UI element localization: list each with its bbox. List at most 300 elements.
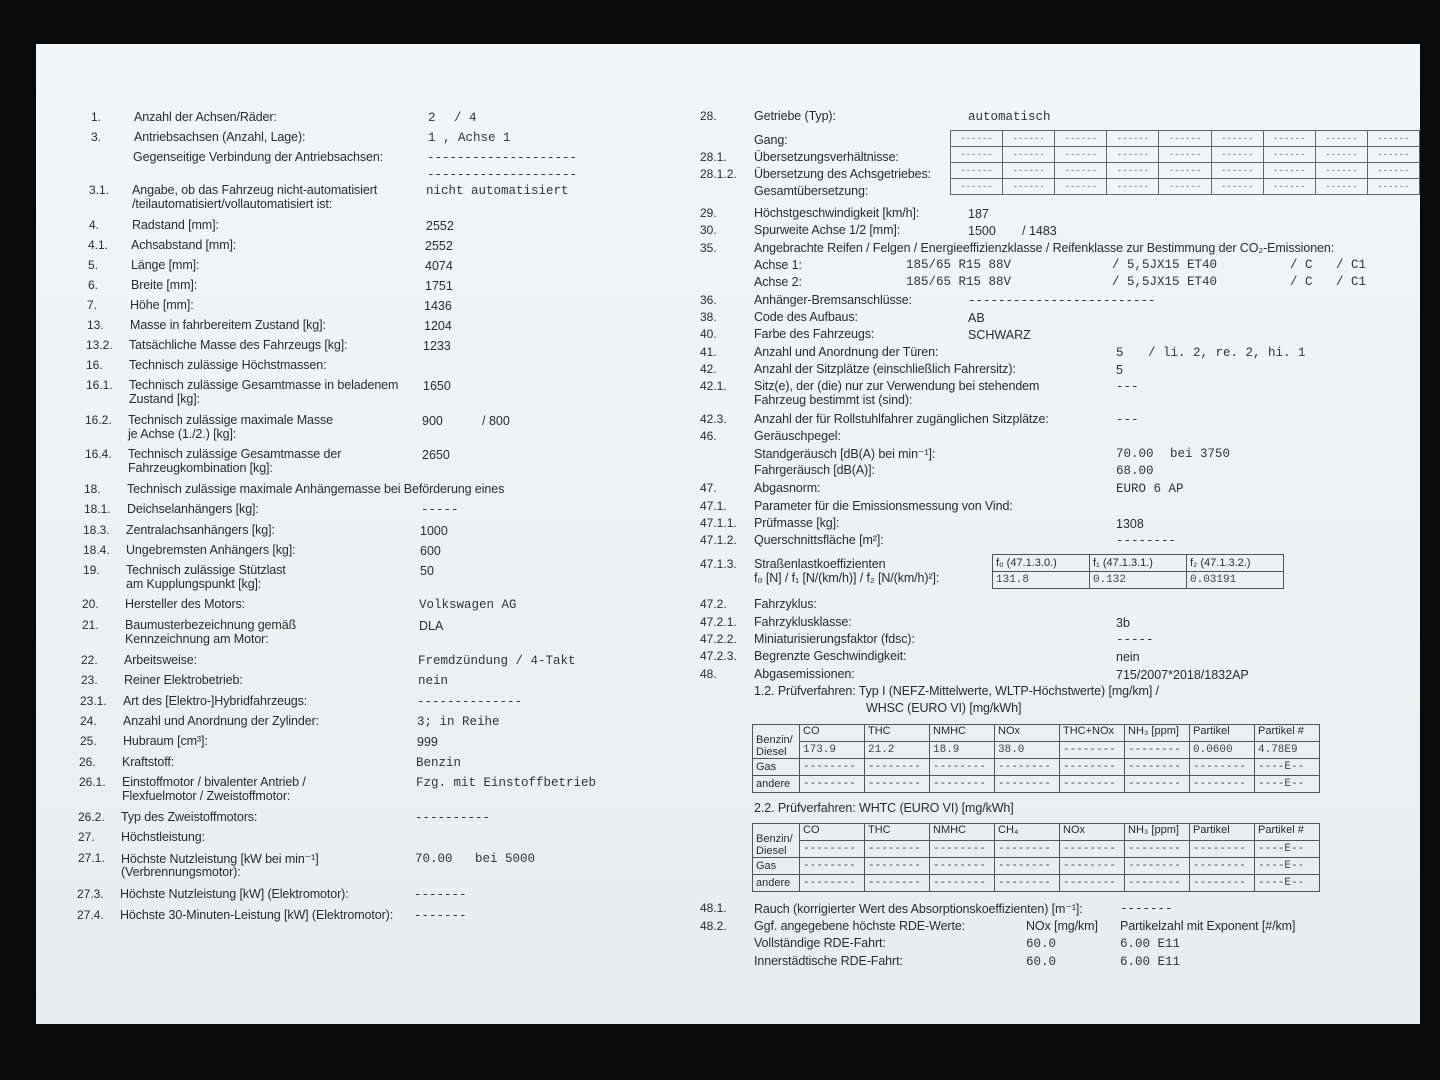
row-number: 36.	[700, 293, 717, 307]
emission-header-row	[753, 824, 1320, 841]
field-value: 1000	[420, 524, 448, 538]
field-label: Arbeitsweise:	[124, 653, 198, 667]
row-number: 20.	[82, 597, 99, 611]
field-value-2: / 800	[482, 414, 510, 428]
gear-cell: ------	[1367, 147, 1419, 163]
field-label: Getriebe (Typ):	[754, 109, 836, 123]
emission-value: 4.78E9	[1255, 742, 1320, 759]
emissions-table-whtc	[752, 823, 1320, 892]
row-number: 27.3.	[77, 887, 104, 901]
field-value: 3; in Reihe	[417, 715, 500, 729]
row-number: 6.	[88, 278, 99, 292]
rde-urban-nox: 60.0	[1026, 955, 1057, 969]
field-value: AB	[968, 311, 985, 325]
field-label: Code des Aufbaus:	[754, 310, 858, 324]
gear-cell: ------	[1211, 131, 1263, 147]
tyre-class: / C1	[1336, 275, 1367, 289]
field-label: Standgeräusch [dB(A) bei min⁻¹]:	[754, 447, 936, 461]
row-number: 28.1.	[700, 150, 727, 164]
field-label-line1: Baumusterbezeichnung gemäß	[125, 618, 297, 632]
gear-cell: ------	[1159, 163, 1211, 179]
field-label: Höhe [mm]:	[130, 298, 194, 312]
emission-value: --------	[1125, 875, 1190, 892]
field-label: Deichselanhängers [kg]:	[127, 502, 259, 516]
field-value: 600	[420, 544, 441, 558]
field-label-line1: Angabe, ob das Fahrzeug nicht-automatisiert	[132, 183, 378, 197]
field-label: Technisch zulässige maximale Anhängemasse bei Beförderung eines	[127, 482, 505, 496]
row-number: 48.2.	[700, 919, 727, 933]
emission-row	[753, 742, 1320, 759]
field-label: Farbe des Fahrzeugs:	[754, 327, 875, 341]
gear-cell: ------	[1367, 131, 1419, 147]
emission-value: --------	[1125, 742, 1190, 759]
emission-value: --------	[800, 759, 865, 776]
gear-row	[951, 147, 1420, 163]
field-value-2: / 4	[454, 111, 477, 125]
field-label-line1: Technisch zulässige maximale Masse	[128, 413, 334, 427]
rde-nox-header: NOx [mg/km]	[1026, 919, 1098, 933]
emission-value: 173.9	[800, 742, 865, 759]
rde-full-pn: 6.00 E11	[1120, 937, 1181, 951]
gear-cell: ------	[1367, 163, 1419, 179]
row-number: 47.2.3.	[700, 649, 737, 663]
field-value: 1650	[423, 379, 451, 393]
field-label-line2: Kennzeichnung am Motor:	[125, 632, 269, 646]
row-number: 22.	[81, 653, 98, 667]
row-number: 5.	[88, 258, 99, 272]
row-number: 47.1.3.	[700, 557, 737, 571]
row-number: 41.	[700, 345, 717, 359]
row-number: 40.	[700, 327, 717, 341]
field-label: Begrenzte Geschwindigkeit:	[754, 649, 907, 663]
field-label: Anhänger-Bremsanschlüsse:	[754, 293, 912, 307]
road-load-cell: 131.8	[993, 572, 1090, 589]
field-label: Miniaturisierungsfaktor (fdsc):	[754, 632, 915, 646]
field-value: 715/2007*2018/1832AP	[1116, 668, 1249, 682]
gear-cell: ------	[951, 131, 1003, 147]
row-number: 26.2.	[78, 810, 105, 824]
emission-row	[753, 841, 1320, 858]
row-number: 47.1.1.	[700, 516, 737, 530]
field-value: 3b	[1116, 616, 1130, 630]
emission-value: ----E--	[1255, 875, 1320, 892]
field-value: Volkswagen AG	[419, 598, 517, 612]
row-number: 16.2.	[85, 413, 112, 427]
field-value: 1436	[424, 299, 452, 313]
row-number: 27.4.	[77, 908, 104, 922]
emission-value: --------	[1190, 841, 1255, 858]
field-value: -----	[421, 503, 459, 517]
gear-cell: ------	[951, 147, 1003, 163]
field-value: automatisch	[968, 110, 1051, 124]
row-number: 25.	[80, 734, 97, 748]
gear-cell: ------	[1107, 131, 1159, 147]
emission-header: NMHC	[930, 725, 995, 742]
emission-value: --------	[1125, 776, 1190, 793]
field-value: ---	[1116, 413, 1139, 427]
field-label: Typ des Zweistoffmotors:	[121, 810, 258, 824]
row-number: 13.2.	[86, 338, 113, 352]
field-value-2: / 1483	[1022, 224, 1057, 238]
field-label: Fahrzyklusklasse:	[754, 615, 852, 629]
gear-cell: ------	[1315, 163, 1367, 179]
gear-cell: ------	[1211, 179, 1263, 195]
row-number: 1.	[91, 110, 102, 124]
field-value-1: 5	[1116, 346, 1124, 360]
row-number: 27.1.	[78, 851, 105, 865]
field-label: Rauch (korrigierter Wert des Absorptionskoeffizienten) [m⁻¹]:	[754, 902, 1083, 916]
procedure-2-2: 2.2. Prüfverfahren: WHTC (EURO VI) [mg/kWh]	[754, 801, 1014, 815]
field-label: Breite [mm]:	[131, 278, 198, 292]
emission-value: 18.9	[930, 742, 995, 759]
field-value: Fremdzündung / 4-Takt	[418, 654, 576, 668]
gear-cell: ------	[1107, 163, 1159, 179]
field-label: Höchstgeschwindigkeit [km/h]:	[754, 206, 920, 220]
emission-value: --------	[995, 841, 1060, 858]
energy-class: / C	[1290, 275, 1313, 289]
emission-row	[753, 759, 1320, 776]
gear-cell: ------	[1055, 131, 1107, 147]
emission-header: THC	[865, 824, 930, 841]
row-number: 3.	[91, 130, 102, 144]
emission-header: CO	[800, 824, 865, 841]
gear-cell: ------	[1055, 163, 1107, 179]
axle-label: Achse 2:	[754, 275, 802, 289]
emission-value: --------	[1060, 759, 1125, 776]
emission-value: --------	[1125, 759, 1190, 776]
field-label-line2: Zustand [kg]:	[129, 392, 200, 406]
row-number: 16.	[86, 358, 103, 372]
row-number: 4.	[89, 218, 100, 232]
field-value-2: bei 3750	[1170, 447, 1231, 461]
road-load-cell: 0.132	[1090, 572, 1187, 589]
gear-cell: ------	[1315, 147, 1367, 163]
field-label-line1: Technisch zulässige Gesamtmasse der	[128, 447, 342, 461]
row-number: 27.	[78, 830, 95, 844]
gear-cell: ------	[1055, 147, 1107, 163]
field-value: --------------------	[427, 151, 578, 165]
rde-urban-label: Innerstädtische RDE-Fahrt:	[754, 954, 903, 968]
row-number: 18.4.	[83, 543, 110, 557]
field-label: Gegenseitige Verbindung der Antriebsachsen:	[133, 150, 384, 164]
field-label: Technisch zulässige Höchstmassen:	[129, 358, 327, 372]
gear-cell: ------	[1055, 179, 1107, 195]
row-number: 18.3.	[83, 523, 110, 537]
field-label-line1: Einstoffmotor / bivalenter Antrieb /	[122, 775, 306, 789]
field-label-line2: je Achse (1./2.) [kg]:	[128, 427, 237, 441]
field-label: Fahrzyklus:	[754, 597, 817, 611]
emission-header: Partikel	[1190, 725, 1255, 742]
emission-header-row	[753, 725, 1320, 742]
emission-header: THC	[865, 725, 930, 742]
road-load-values	[993, 572, 1284, 589]
emission-value: --------	[930, 776, 995, 793]
field-value: 2650	[422, 448, 450, 462]
tyre-size: 185/65 R15 88V	[906, 258, 1012, 272]
row-number: 18.	[84, 482, 101, 496]
emission-value: ----E--	[1255, 776, 1320, 793]
row-number: 38.	[700, 310, 717, 324]
field-label-line1: Sitz(e), der (die) nur zur Verwendung bei stehendem	[754, 379, 1040, 393]
emission-value: --------	[1060, 776, 1125, 793]
field-value: SCHWARZ	[968, 328, 1031, 342]
emission-value: --------	[1125, 841, 1190, 858]
field-value: 5	[1116, 363, 1123, 377]
road-load-cell: 0.03191	[1187, 572, 1284, 589]
gear-row	[951, 179, 1420, 195]
emission-value: --------	[1190, 858, 1255, 875]
row-number: 29.	[700, 206, 717, 220]
row-number: 35.	[700, 241, 717, 255]
row-number: 26.	[79, 755, 96, 769]
emission-value: --------	[800, 841, 865, 858]
field-value-1: 70.00	[1116, 447, 1154, 461]
field-value: 999	[417, 735, 438, 749]
field-label-line2: f₀ [N] / f₁ [N/(km/h)] / f₂ [N/(km/h)²]:	[754, 571, 940, 585]
field-value: 1233	[423, 339, 451, 353]
emission-row	[753, 875, 1320, 892]
field-label-line2: Fahrzeug bestimmt ist (sind):	[754, 393, 913, 407]
fuel-label: andere	[753, 776, 800, 793]
emission-value: --------	[930, 875, 995, 892]
tyre-size: 185/65 R15 88V	[906, 275, 1012, 289]
field-label: Querschnittsfläche [m²]:	[754, 533, 884, 547]
road-load-coefficients-table	[992, 554, 1284, 589]
emission-value: --------	[995, 759, 1060, 776]
gear-cell: ------	[1263, 163, 1315, 179]
gear-cell: ------	[1159, 131, 1211, 147]
row-number: 18.1.	[84, 502, 111, 516]
field-label: Anzahl und Anordnung der Zylinder:	[123, 714, 320, 728]
field-label: Anzahl der Sitzplätze (einschließlich Fahrersitz):	[754, 362, 1016, 376]
field-label: Fahrgeräusch [dB(A)]:	[754, 463, 875, 477]
row-number: 28.	[700, 109, 717, 123]
procedure-1-2-line2: WHSC (EURO VI) [mg/kWh]	[866, 701, 1022, 715]
field-label: Gang:	[754, 133, 788, 147]
emission-value: ----E--	[1255, 858, 1320, 875]
field-value: nicht automatisiert	[426, 184, 569, 198]
row-number: 13.	[87, 318, 104, 332]
emission-header: NOx	[1060, 824, 1125, 841]
gear-cell: ------	[1263, 147, 1315, 163]
row-number: 48.1.	[700, 901, 727, 915]
gear-cell: ------	[1003, 163, 1055, 179]
field-label-line2: (Verbrennungsmotor):	[121, 865, 241, 879]
row-number: 4.1.	[88, 238, 109, 252]
field-label-line1: Technisch zulässige Stützlast	[126, 563, 286, 577]
field-label: Zentralachsanhängers [kg]:	[126, 523, 275, 537]
emission-header: CO	[800, 725, 865, 742]
row-number: 47.2.	[700, 597, 727, 611]
gear-cell: ------	[1003, 179, 1055, 195]
emission-value: --------	[1125, 858, 1190, 875]
field-label-line1: Technisch zulässige Gesamtmasse in beladenem	[129, 378, 399, 392]
rde-full-label: Vollständige RDE-Fahrt:	[754, 936, 886, 950]
field-value-2: / li. 2, re. 2, hi. 1	[1148, 346, 1306, 360]
field-label: Abgasemissionen:	[754, 667, 855, 681]
row-number: 28.1.2.	[700, 167, 737, 181]
rde-full-nox: 60.0	[1026, 937, 1057, 951]
axle-label: Achse 1:	[754, 258, 802, 272]
emission-value: --------	[930, 858, 995, 875]
gear-ratio-table	[950, 130, 1420, 195]
row-number: 47.1.	[700, 499, 727, 513]
row-number: 23.1.	[80, 694, 107, 708]
gear-cell: ------	[1263, 179, 1315, 195]
emission-header: Partikel #	[1255, 824, 1320, 841]
field-value: -------	[414, 909, 467, 923]
fuel-label: Gas	[753, 858, 800, 875]
row-number: 42.3.	[700, 412, 727, 426]
field-label: Anzahl der Achsen/Räder:	[134, 110, 277, 124]
emission-value: --------	[995, 875, 1060, 892]
emission-header: THC+NOx	[1060, 725, 1125, 742]
emission-value: --------	[1060, 841, 1125, 858]
field-value: Benzin	[416, 756, 462, 770]
emission-value: --------	[1060, 875, 1125, 892]
field-value: nein	[418, 674, 449, 688]
emission-value: --------	[1190, 776, 1255, 793]
field-label: Anzahl und Anordnung der Türen:	[754, 345, 939, 359]
emission-value: --------	[865, 776, 930, 793]
field-value: ----------	[415, 811, 491, 825]
emission-value: --------	[995, 776, 1060, 793]
gear-row	[951, 163, 1420, 179]
row-number: 42.1.	[700, 379, 727, 393]
row-number: 16.1.	[86, 378, 113, 392]
field-value-2: bei 5000	[475, 852, 536, 866]
field-label: Geräuschpegel:	[754, 429, 841, 443]
emission-header: Partikel	[1190, 824, 1255, 841]
field-label: Art des [Elektro-]Hybridfahrzeugs:	[123, 694, 308, 708]
field-label: Ungebremsten Anhängers [kg]:	[126, 543, 296, 557]
gear-cell: ------	[951, 179, 1003, 195]
road-load-headers	[993, 555, 1284, 572]
field-label: Höchste Nutzleistung [kW] (Elektromotor):	[120, 887, 349, 901]
rim-size: / 5,5JX15 ET40	[1112, 275, 1218, 289]
field-value: --------------------	[427, 168, 578, 182]
energy-class: / C	[1290, 258, 1313, 272]
field-label-line2: Flexfuelmotor / Zweistoffmotor:	[122, 789, 291, 803]
emission-value: --------	[865, 759, 930, 776]
field-value: --------	[1116, 534, 1177, 548]
field-label-line1: Höchste Nutzleistung [kW bei min⁻¹]	[121, 852, 319, 866]
gear-cell: ------	[951, 163, 1003, 179]
emission-value: --------	[865, 875, 930, 892]
field-label: Spurweite Achse 1/2 [mm]:	[754, 223, 901, 237]
emission-value: --------	[930, 759, 995, 776]
field-label-line2: /teilautomatisiert/vollautomatisiert ist:	[132, 197, 333, 211]
rde-urban-pn: 6.00 E11	[1120, 955, 1181, 969]
field-label: Höchstleistung:	[121, 830, 205, 844]
field-value: --------------	[417, 695, 523, 709]
gear-row	[951, 131, 1420, 147]
row-number: 3.1.	[89, 183, 110, 197]
emission-header: NOx	[995, 725, 1060, 742]
gear-cell: ------	[1263, 131, 1315, 147]
gear-cell: ------	[1003, 131, 1055, 147]
road-load-cell: f₁ (47.1.3.1.)	[1090, 555, 1187, 572]
row-number: 47.2.1.	[700, 615, 737, 629]
gear-cell: ------	[1159, 179, 1211, 195]
field-value-1: 2	[428, 111, 436, 125]
emission-value: --------	[1190, 875, 1255, 892]
field-label: Antriebsachsen (Anzahl, Lage):	[134, 130, 306, 144]
field-value-1: 900	[422, 414, 443, 428]
registration-document-page	[36, 44, 1420, 1024]
field-label: Parameter für die Emissionsmessung von Vind:	[754, 499, 1013, 513]
field-value: -------------------------	[968, 294, 1156, 308]
field-label: Angebrachte Reifen / Felgen / Energieeffizienzklasse / Reifenklasse zur Bestimmung der CO₂-Emissionen:	[754, 241, 1335, 255]
field-label: Anzahl der für Rollstuhlfahrer zugänglichen Sitzplätze:	[754, 412, 1049, 426]
road-load-cell: f₂ (47.1.3.2.)	[1187, 555, 1284, 572]
field-label: Tatsächliche Masse des Fahrzeugs [kg]:	[129, 338, 348, 352]
row-number: 47.	[700, 481, 717, 495]
emission-value: ----E--	[1255, 759, 1320, 776]
emission-value: --------	[1190, 759, 1255, 776]
row-number: 21.	[82, 618, 99, 632]
field-value: ---	[1116, 380, 1139, 394]
field-value: 50	[420, 564, 434, 578]
field-value: 1204	[424, 319, 452, 333]
emission-value: --------	[865, 841, 930, 858]
emission-header: NH₃ [ppm]	[1125, 824, 1190, 841]
field-label: Radstand [mm]:	[132, 218, 219, 232]
gear-cell: ------	[1107, 179, 1159, 195]
field-label: Abgasnorm:	[754, 481, 821, 495]
emission-value: --------	[995, 858, 1060, 875]
field-value: 2552	[425, 239, 453, 253]
gear-cell: ------	[1159, 147, 1211, 163]
gear-cell: ------	[1211, 147, 1263, 163]
field-label: Hersteller des Motors:	[125, 597, 246, 611]
emission-value: 38.0	[995, 742, 1060, 759]
field-label: Gesamtübersetzung:	[754, 184, 869, 198]
field-value: DLA	[419, 619, 444, 633]
field-value: 1751	[425, 279, 453, 293]
field-value: 1308	[1116, 517, 1144, 531]
rim-size: / 5,5JX15 ET40	[1112, 258, 1218, 272]
procedure-1-2-line1: 1.2. Prüfverfahren: Typ I (NEFZ-Mittelwerte, WLTP-Höchstwerte) [mg/km] /	[754, 684, 1159, 698]
field-value: 2552	[426, 219, 454, 233]
rde-pn-header: Partikelzahl mit Exponent [#/km]	[1120, 919, 1296, 933]
row-number: 24.	[80, 714, 97, 728]
gear-cell: ------	[1107, 147, 1159, 163]
gear-cell: ------	[1315, 131, 1367, 147]
gear-cell: ------	[1211, 163, 1263, 179]
field-label-line2: Fahrzeugkombination [kg]:	[128, 461, 273, 475]
row-number: 42.	[700, 362, 717, 376]
emission-value: --------	[930, 841, 995, 858]
field-value: Fzg. mit Einstoffbetrieb	[416, 776, 597, 790]
field-label: Ggf. angegebene höchste RDE-Werte:	[754, 919, 966, 933]
emission-header: NH₃ [ppm]	[1125, 725, 1190, 742]
field-value: -------	[414, 888, 467, 902]
gear-cell: ------	[1003, 147, 1055, 163]
emission-value: --------	[800, 858, 865, 875]
emission-row	[753, 776, 1320, 793]
fuel-label: andere	[753, 875, 800, 892]
emission-header: Partikel #	[1255, 725, 1320, 742]
field-label: Übersetzung des Achsgetriebes:	[754, 167, 931, 181]
row-number: 30.	[700, 223, 717, 237]
row-number: 26.1.	[79, 775, 106, 789]
field-value: -------	[1120, 902, 1173, 916]
emission-value: 21.2	[865, 742, 930, 759]
emission-value: --------	[865, 858, 930, 875]
field-label: Übersetzungsverhältnisse:	[754, 150, 899, 164]
field-value-1: 1500	[968, 224, 996, 238]
